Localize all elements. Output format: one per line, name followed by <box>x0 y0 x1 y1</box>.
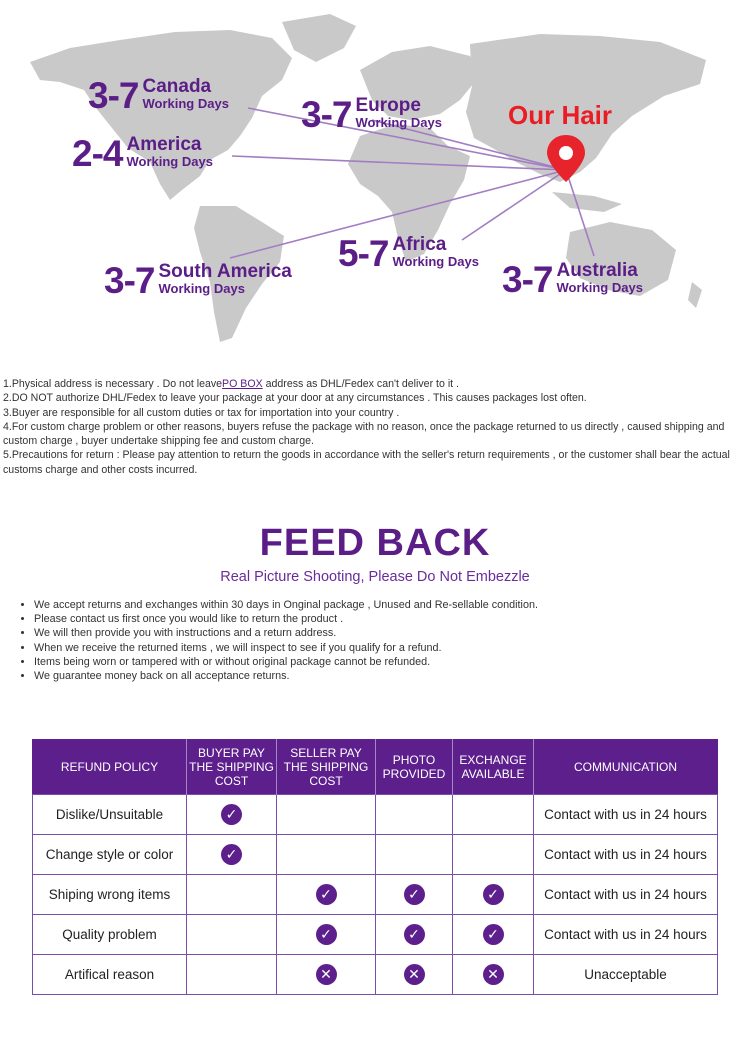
region-south-america <box>104 262 292 299</box>
australia-days: 3-7 <box>502 259 553 300</box>
canada-working-days: Working Days <box>142 96 229 111</box>
north-america-shape <box>30 30 292 200</box>
note-1-text-end: address as DHL/Fedex can't deliver to it . <box>262 378 460 390</box>
table-row <box>33 835 718 875</box>
row-label: Change style or color <box>33 835 187 875</box>
mark-cell <box>187 955 277 995</box>
list-item: • Please contact us first once you would like to return the product . <box>34 612 538 626</box>
note-5: 5.Precautions for return : Please pay attention to return the goods in accordance with the seller's return requirements , or the customer shall bear the actual customs charge and other costs incurred. <box>3 449 730 476</box>
header-photo-provided: PHOTO PROVIDED <box>376 740 453 795</box>
shipping-notes <box>3 377 743 477</box>
row-label: Dislike/Unsuitable <box>33 795 187 835</box>
africa-working-days: Working Days <box>392 254 479 269</box>
list-item: • Items being worn or tampered with or without original package cannot be refunded. <box>34 655 538 669</box>
row-label: Quality problem <box>33 915 187 955</box>
mark-cell <box>453 915 534 955</box>
cross-icon: ✕ <box>404 964 425 985</box>
mark-cell <box>187 835 277 875</box>
table-header-row <box>33 740 718 795</box>
south-america-days: 3-7 <box>104 260 155 301</box>
refund-policy-table <box>32 739 718 995</box>
list-item: • We will then provide you with instructions and a return address. <box>34 626 538 640</box>
list-item: • We accept returns and exchanges within 30 days in Onginal package , Unused and Re-sellable condition. <box>34 598 538 612</box>
note-3: 3.Buyer are responsible for all custom duties or tax for importation into your country . <box>3 406 400 419</box>
header-communication: COMMUNICATION <box>534 740 718 795</box>
mark-cell <box>376 955 453 995</box>
route-africa <box>462 170 566 240</box>
mark-cell <box>277 795 376 835</box>
note-2: 2.DO NOT authorize DHL/Fedex to leave your package at your door at any circumstances . This causes packages lost often. <box>3 392 587 405</box>
header-refund-policy: REFUND POLICY <box>33 740 187 795</box>
europe-working-days: Working Days <box>355 115 442 130</box>
note-1-text: 1.Physical address is necessary . Do not leave <box>3 378 223 390</box>
cross-icon: ✕ <box>316 964 337 985</box>
mark-cell <box>453 835 534 875</box>
canada-days: 3-7 <box>88 75 139 116</box>
check-icon: ✓ <box>316 884 337 905</box>
note-4: 4.For custom charge problem or other reasons, buyers refuse the package with no reason, once the package returned to us directly , caused shipping and custom charge , buyer undertake shipping fee and custom charge. <box>3 420 725 448</box>
list-item: • When we receive the returned items , we will inspect to see if you qualify for a refund. <box>34 641 538 655</box>
america-name: America <box>126 134 202 155</box>
region-africa <box>338 235 479 272</box>
header-seller-pay: SELLER PAY THE SHIPPING COST <box>277 740 376 795</box>
africa-name: Africa <box>392 234 447 255</box>
return-policy-list <box>18 598 538 683</box>
shipping-map <box>0 0 750 360</box>
table-row <box>33 875 718 915</box>
header-buyer-pay: BUYER PAY THE SHIPPING COST <box>187 740 277 795</box>
note-1 <box>3 377 743 391</box>
mark-cell <box>376 795 453 835</box>
check-icon: ✓ <box>404 924 425 945</box>
row-label: Shiping wrong items <box>33 875 187 915</box>
new-zealand-shape <box>688 282 702 308</box>
europe-name: Europe <box>355 95 421 116</box>
check-icon: ✓ <box>221 804 242 825</box>
mark-cell <box>453 955 534 995</box>
feedback-subtitle: Real Picture Shooting, Please Do Not Embezzle <box>220 569 530 585</box>
region-canada <box>88 77 229 114</box>
check-icon: ✓ <box>316 924 337 945</box>
region-america <box>72 135 213 172</box>
header-exchange-available: EXCHANGE AVAILABLE <box>453 740 534 795</box>
world-map-graphic <box>0 0 750 360</box>
south-america-name: South America <box>158 261 292 282</box>
origin-label: Our Hair <box>508 100 613 130</box>
region-australia <box>502 261 643 298</box>
table-row <box>33 915 718 955</box>
list-item: • We guarantee money back on all acceptance returns. <box>34 669 538 683</box>
region-europe <box>301 96 442 133</box>
mark-cell <box>453 795 534 835</box>
check-icon: ✓ <box>483 924 504 945</box>
mark-cell <box>376 835 453 875</box>
australia-name: Australia <box>556 260 638 281</box>
table-row <box>33 955 718 995</box>
america-days: 2-4 <box>72 133 123 174</box>
mark-cell <box>376 875 453 915</box>
feedback-title: FEED BACK <box>259 522 491 564</box>
europe-days: 3-7 <box>301 94 352 135</box>
table-row <box>33 795 718 835</box>
mark-cell <box>277 835 376 875</box>
mark-cell <box>277 875 376 915</box>
communication-cell: Contact with us in 24 hours <box>534 795 718 835</box>
mark-cell <box>277 915 376 955</box>
check-icon: ✓ <box>221 844 242 865</box>
africa-days: 5-7 <box>338 233 389 274</box>
greenland-shape <box>282 14 356 62</box>
mark-cell <box>187 915 277 955</box>
mark-cell <box>187 795 277 835</box>
communication-cell: Contact with us in 24 hours <box>534 875 718 915</box>
mark-cell <box>187 875 277 915</box>
canada-name: Canada <box>142 76 212 97</box>
row-label: Artifical reason <box>33 955 187 995</box>
australia-working-days: Working Days <box>556 280 643 295</box>
south-america-working-days: Working Days <box>158 281 245 296</box>
mark-cell <box>277 955 376 995</box>
check-icon: ✓ <box>483 884 504 905</box>
po-box-link[interactable]: PO BOX <box>222 378 263 390</box>
communication-cell: Contact with us in 24 hours <box>534 835 718 875</box>
communication-cell: Unacceptable <box>534 955 718 995</box>
communication-cell: Contact with us in 24 hours <box>534 915 718 955</box>
check-icon: ✓ <box>404 884 425 905</box>
indonesia-shape <box>552 192 622 212</box>
cross-icon: ✕ <box>483 964 504 985</box>
mark-cell <box>376 915 453 955</box>
america-working-days: Working Days <box>126 154 213 169</box>
mark-cell <box>453 875 534 915</box>
